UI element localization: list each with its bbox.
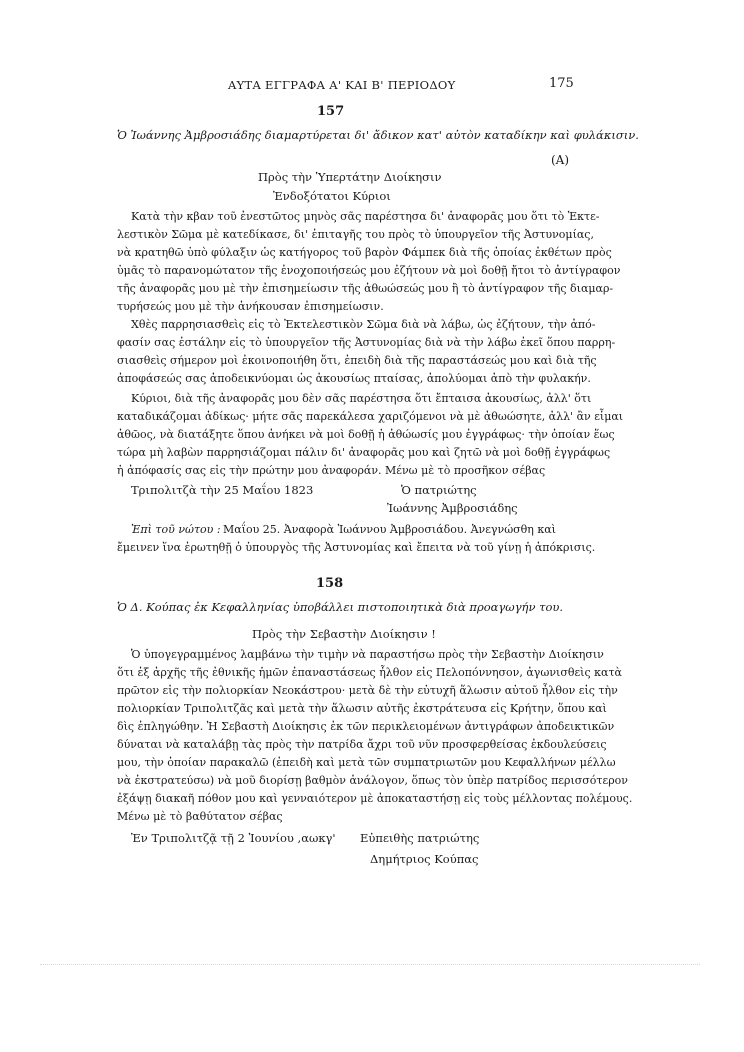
doc-157-signature: Ἰωάννης Ἀμβροσιάδης <box>387 501 518 515</box>
doc-158-body-line: ὅτι ἐξ ἀρχῆς τῆς ἐθνικῆς ἡμῶν ἐπαναστάσεως ἦλθον εἰς Πελοπόννησον, ἀγωνισθεὶς κατὰ <box>117 666 622 679</box>
doc-157-marker: (Α) <box>551 153 570 167</box>
doc-158-body-line: Μένω μὲ τὸ βαθύτατον σέβας <box>117 810 283 823</box>
scan-artifact-divider <box>40 964 700 966</box>
doc-158-body-line: πολιορκίαν Τριπολιτζᾶς καὶ μετὰ τὴν ἅλωσιν αὐτῆς ἐκστράτευσα εἰς Κρήτην, ὅπου καὶ <box>117 702 607 715</box>
doc-157-body-line: νὰ κρατηθῶ ὑπὸ φύλαξιν ὡς κατήγορος τοῦ βαρὸν Φάμπεκ διὰ τῆς ὁποίας ἐκθέτων πρὸς <box>117 246 612 259</box>
doc-158-title: Ὁ Δ. Κούπας ἐκ Κεφαλληνίας ὑποβάλλει πιστοποιητικὰ διὰ προαγωγήν του. <box>117 600 564 614</box>
doc-157-place-date: Τριπολιτζὰ τὴν 25 Μαΐου 1823 <box>131 483 314 497</box>
doc-157-body-line: Κατὰ τὴν κβαν τοῦ ἐνεστῶτος μηνὸς σᾶς παρέστησα δι' ἀναφορᾶς μου ὅτι τὸ Ἐκτε- <box>131 210 600 223</box>
doc-158-number: 158 <box>316 576 344 591</box>
doc-157-body-line: λεστικὸν Σῶμα μὲ κατεδίκασε, δι' ἐπιταγῆς του πρὸς τὸ ὑπουργεῖον τῆς Ἀστυνομίας, <box>117 228 594 241</box>
doc-157-body-line: ἀθῶος, νὰ διατάξητε ὅπου ἀνήκει νὰ μοὶ δοθῇ ἡ ἀθώωσίς μου ἐγγράφως· τὴν ὁποίαν ἕως <box>117 428 615 441</box>
doc-157-body-line: ἡ ἀπόφασίς σας εἰς τὴν πρώτην μου ἀναφοράν. Μένω μὲ τὸ προσῆκον σέβας <box>117 464 546 477</box>
page-number: 175 <box>549 76 574 91</box>
doc-157-note-label: Ἐπὶ τοῦ νώτου : <box>131 523 221 536</box>
doc-158-addressee: Πρὸς τὴν Σεβαστὴν Διοίκησιν ! <box>252 627 436 641</box>
doc-157-body-line: ὑμᾶς τὸ παρανομώτατον τῆς ἐνοχοποιήσεώς μου ἐζήτουν νὰ μοὶ δοθῇ ἤτοι τὸ ἀντίγραφον <box>117 264 621 277</box>
doc-157-body-line: σιασθεὶς σήμερον μοὶ ἐκοινοποιήθη ὅτι, ἐπειδὴ διὰ τῆς παραστάσεώς μου καὶ διὰ τῆς <box>117 354 597 367</box>
doc-157-number: 157 <box>317 104 345 119</box>
doc-158-body-line: δὶς ἐπληγώθην. Ἡ Σεβαστὴ Διοίκησις ἐκ τῶν περικλειομένων ἀντιγράφων ἀποδεικτικῶν <box>117 720 615 733</box>
doc-157-body-line: ἀποφάσεώς σας ἀποδεικνύομαι ὡς ἀκουσίως πταίσας, ἀπολύομαι ἀπὸ τὴν φυλακήν. <box>117 372 591 385</box>
doc-158-closing: Εὐπειθὴς πατριώτης <box>360 831 480 845</box>
doc-157-salutation: Ἐνδοξότατοι Κύριοι <box>273 189 391 203</box>
doc-157-closing: Ὁ πατριώτης <box>401 483 477 497</box>
doc-157-body-line: τώρα μὴ λαβὼν παρρησιάζομαι πάλιν δι' ἀναφορᾶς μου καὶ ζητῶ νὰ μοὶ δοθῇ ἐγγράφως <box>117 446 611 459</box>
doc-158-body-line: μου, τὴν ὁποίαν παρακαλῶ (ἐπειδὴ καὶ μετὰ τῶν συμπατριωτῶν μου Κεφαλλήνων μέλλω <box>117 756 616 769</box>
doc-157-addressee: Πρὸς τὴν Ὑπερτάτην Διοίκησιν <box>258 170 442 184</box>
doc-157-body-line: τῆς ἀναφορᾶς μου μὲ τὴν ἐπισημείωσιν τῆς ἀθωώσεώς μου ἢ τὸ ἀντίγραφον τῆς διαμαρ- <box>117 282 614 295</box>
doc-158-signature: Δημήτριος Κούπας <box>370 852 479 866</box>
doc-157-body-line: φασίν σας ἐστάλην εἰς τὸ ὑπουργεῖον τῆς Ἀστυνομίας διὰ νὰ τὴν λάβω ἐκεῖ ὅπου παρρη- <box>117 336 616 349</box>
doc-157-note-line: ἔμεινεν ἵνα ἐρωτηθῇ ὁ ὑπουργὸς τῆς Ἀστυνομίας καὶ ἔπειτα νὰ τοῦ γίνῃ ἡ ἀπόκρισις. <box>117 541 596 554</box>
doc-158-place-date: Ἐν Τριπολιτζᾷ τῇ 2 Ἰουνίου ,αωκγ' <box>131 831 336 845</box>
doc-157-body-line: Κύριοι, διὰ τῆς ἀναφορᾶς μου δὲν σᾶς παρέστησα ὅτι ἔπταισα ἀκουσίως, ἀλλ' ὅτι <box>131 392 592 405</box>
doc-157-body-line: τυρήσεώς μου μὲ τὴν ἀνήκουσαν ἐπισημείωσιν. <box>117 300 384 313</box>
doc-158-body-line: πρῶτον εἰς τὴν πολιορκίαν Νεοκάστρου· μετὰ δὲ τὴν εὐτυχῆ ἅλωσιν αὐτοῦ ἦλθον εἰς τὴν <box>117 684 618 697</box>
doc-157-title: Ὁ Ἰωάννης Ἀμβροσιάδης διαμαρτύρεται δι' ἄδικον κατ' αὐτὸν καταδίκην καὶ φυλάκισιν. <box>117 128 639 142</box>
doc-158-body-line: Ὁ ὑπογεγραμμένος λαμβάνω τὴν τιμὴν νὰ παραστήσω πρὸς τὴν Σεβαστὴν Διοίκησιν <box>131 648 604 661</box>
doc-157-note-line: Μαΐου 25. Ἀναφορὰ Ἰωάννου Ἀμβροσιάδου. Ἀνεγνώσθη καὶ <box>223 523 556 536</box>
doc-158-body-line: δύναται νὰ καταλάβῃ τὰς πρὸς τὴν πατρίδα ἄχρι τοῦ νῦν προσφερθείσας ἐκδουλεύσεις <box>117 738 607 751</box>
doc-158-body-line: νὰ ἐκστρατεύσω) νὰ μοῦ διορίσῃ βαθμὸν ἀνάλογον, ὅπως τὸν ὑπὲρ πατρίδος περισσότερον <box>117 774 628 787</box>
doc-158-body-line: ἐξάψῃ διακαῆ πόθον μου καὶ γενναιότερον μὲ ἀποκαταστήσῃ εἰς τοὺς μέλλοντας πολέμους. <box>117 792 633 805</box>
doc-157-body-line: καταδικάζομαι ἀδίκως· μήτε σᾶς παρεκάλεσα χαριζόμενοι νὰ μὲ ἀθωώσητε, ἀλλ' ἂν εἶμαι <box>117 410 624 423</box>
doc-157-body-line: Χθὲς παρρησιασθεὶς εἰς τὸ Ἐκτελεστικὸν Σῶμα διὰ νὰ λάβω, ὡς ἐζήτουν, τὴν ἀπό- <box>131 318 596 331</box>
running-title: ΑΥΤΑ ΕΓΓΡΑΦΑ Α' ΚΑΙ Β' ΠΕΡΙΟΔΟΥ <box>228 78 456 92</box>
